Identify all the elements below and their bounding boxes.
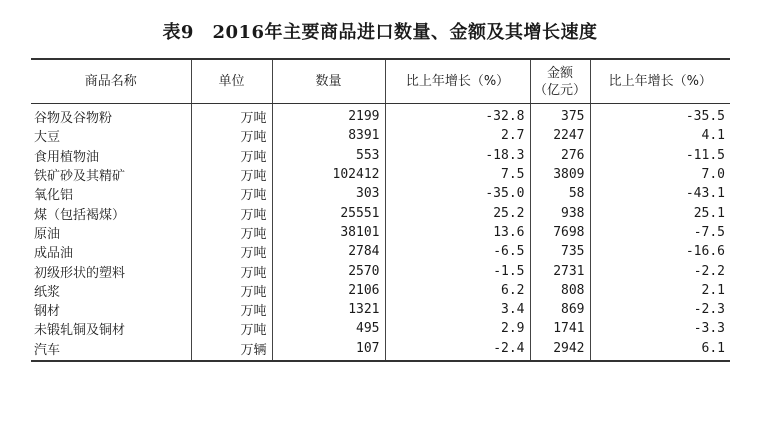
- cell-unit: 万吨: [191, 165, 272, 184]
- header-name: 商品名称: [31, 59, 191, 104]
- cell-quantity-growth: -18.3: [385, 146, 530, 165]
- cell-amount-growth: -11.5: [590, 146, 730, 165]
- cell-amount-growth: -16.6: [590, 242, 730, 261]
- cell-amount-growth: -2.3: [590, 300, 730, 319]
- cell-unit: 万吨: [191, 281, 272, 300]
- cell-amount: 58: [530, 184, 590, 203]
- cell-name: 成品油: [34, 246, 74, 262]
- table-row: [31, 223, 730, 242]
- cell-quantity: 1321: [272, 300, 385, 319]
- cell-name: 大豆: [34, 130, 61, 146]
- header-amount-line2: （亿元）: [533, 82, 586, 98]
- cell-amount-growth: 6.1: [590, 339, 730, 361]
- table-row: [31, 300, 730, 319]
- cell-amount-growth: 4.1: [590, 126, 730, 145]
- cell-amount: 938: [530, 203, 590, 222]
- cell-quantity: 8391: [272, 126, 385, 145]
- cell-name: 氧化铝: [34, 188, 74, 204]
- cell-quantity-growth: 3.4: [385, 300, 530, 319]
- cell-name: 纸浆: [34, 284, 61, 300]
- cell-amount: 2942: [530, 339, 590, 361]
- cell-amount: 7698: [530, 223, 590, 242]
- import-table: [31, 58, 730, 362]
- header-amount: [530, 59, 590, 104]
- cell-unit: 万吨: [191, 104, 272, 127]
- table-row: [31, 242, 730, 261]
- cell-unit: 万吨: [191, 184, 272, 203]
- cell-unit: 万吨: [191, 261, 272, 280]
- cell-quantity: 38101: [272, 223, 385, 242]
- cell-name: 煤（包括褐煤）: [34, 207, 126, 223]
- table-row: [31, 339, 730, 361]
- cell-unit: 万辆: [191, 339, 272, 361]
- cell-quantity: 2570: [272, 261, 385, 280]
- cell-amount: 869: [530, 300, 590, 319]
- cell-name: 谷物及谷物粉: [34, 111, 113, 127]
- cell-unit: 万吨: [191, 223, 272, 242]
- table-row: [31, 319, 730, 338]
- cell-amount: 1741: [530, 319, 590, 338]
- table-row: [31, 203, 730, 222]
- cell-amount-growth: -2.2: [590, 261, 730, 280]
- header-quantity: 数量: [272, 59, 385, 104]
- header-amount-line1: 金额: [546, 65, 573, 81]
- cell-quantity: 102412: [272, 165, 385, 184]
- cell-amount: 735: [530, 242, 590, 261]
- cell-unit: 万吨: [191, 319, 272, 338]
- cell-quantity-growth: 25.2: [385, 203, 530, 222]
- cell-quantity: 553: [272, 146, 385, 165]
- cell-quantity-growth: -2.4: [385, 339, 530, 361]
- cell-amount-growth: -35.5: [590, 104, 730, 127]
- cell-quantity: 495: [272, 319, 385, 338]
- table-row: [31, 146, 730, 165]
- cell-quantity-growth: 7.5: [385, 165, 530, 184]
- cell-quantity-growth: 6.2: [385, 281, 530, 300]
- cell-quantity: 25551: [272, 203, 385, 222]
- cell-name: 原油: [34, 226, 61, 242]
- cell-name: 未锻轧铜及铜材: [34, 323, 126, 339]
- cell-quantity-growth: 13.6: [385, 223, 530, 242]
- cell-amount: 375: [530, 104, 590, 127]
- cell-amount-growth: -3.3: [590, 319, 730, 338]
- table-row: [31, 184, 730, 203]
- cell-unit: 万吨: [191, 242, 272, 261]
- cell-quantity-growth: -32.8: [385, 104, 530, 127]
- cell-name: 食用植物油: [34, 149, 100, 165]
- table-row: [31, 126, 730, 145]
- cell-quantity-growth: 2.9: [385, 319, 530, 338]
- cell-amount: 808: [530, 281, 590, 300]
- cell-unit: 万吨: [191, 126, 272, 145]
- cell-quantity: 2106: [272, 281, 385, 300]
- cell-amount-growth: -7.5: [590, 223, 730, 242]
- cell-amount: 2731: [530, 261, 590, 280]
- cell-name: 初级形状的塑料: [34, 265, 126, 281]
- table-row: [31, 281, 730, 300]
- cell-amount-growth: 25.1: [590, 203, 730, 222]
- table-body: [31, 104, 730, 361]
- header-amount-growth: 比上年增长（%）: [590, 59, 730, 104]
- cell-amount: 2247: [530, 126, 590, 145]
- cell-amount: 3809: [530, 165, 590, 184]
- cell-amount-growth: 2.1: [590, 281, 730, 300]
- cell-quantity: 2784: [272, 242, 385, 261]
- cell-name: 汽车: [31, 339, 191, 361]
- cell-name: 钢材: [34, 304, 61, 320]
- header-quantity-growth: 比上年增长（%）: [385, 59, 530, 104]
- table-row: [31, 261, 730, 280]
- header-row: [31, 59, 730, 104]
- table-row: [31, 104, 730, 127]
- cell-quantity-growth: -35.0: [385, 184, 530, 203]
- cell-unit: 万吨: [191, 300, 272, 319]
- cell-name: 铁矿砂及其精矿: [34, 169, 126, 185]
- table-row: [31, 165, 730, 184]
- cell-amount: 276: [530, 146, 590, 165]
- cell-unit: 万吨: [191, 203, 272, 222]
- cell-quantity: 303: [272, 184, 385, 203]
- cell-quantity-growth: -1.5: [385, 261, 530, 280]
- cell-quantity: 2199: [272, 104, 385, 127]
- cell-quantity: 107: [272, 339, 385, 361]
- table-title: 表9 2016年主要商品进口数量、金额及其增长速度: [162, 22, 598, 43]
- cell-quantity-growth: -6.5: [385, 242, 530, 261]
- cell-unit: 万吨: [191, 146, 272, 165]
- header-unit: 单位: [191, 59, 272, 104]
- cell-amount-growth: 7.0: [590, 165, 730, 184]
- cell-quantity-growth: 2.7: [385, 126, 530, 145]
- cell-amount-growth: -43.1: [590, 184, 730, 203]
